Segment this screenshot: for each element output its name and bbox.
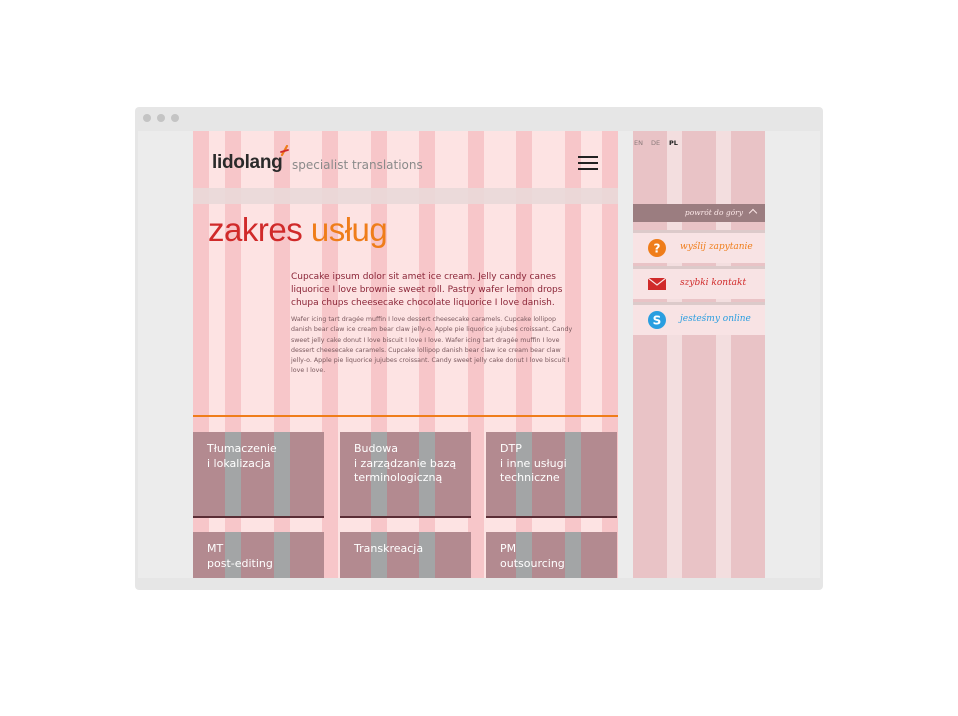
header-divider [193,188,618,204]
lang-de[interactable]: DE [651,139,661,147]
back-to-top-button[interactable] [633,204,765,222]
svg-text:S: S [652,313,662,328]
chevron-up-icon [749,209,757,217]
lang-pl-active[interactable]: PL [669,139,678,147]
contact-label: wyślij zapytanie [680,242,753,252]
service-label: MT post-editing [207,542,273,570]
window-dot-icon [171,114,179,122]
tile-bar [193,516,324,518]
service-tile-terminology[interactable] [340,432,471,518]
grid-stripe [565,532,581,578]
logo-mark-icon [280,145,290,157]
contact-online[interactable] [633,302,765,335]
service-tile-dtp[interactable] [486,432,617,518]
grid-stripe [274,532,290,578]
page-title-highlight: usług [310,211,388,248]
tile-bar [486,516,617,518]
window-dot-icon [143,114,151,122]
lead-paragraph: Cupcake ipsum dolor sit amet ice cream. Jelly candy canes liquorice I love brownie sweet roll. Pastry wafer lemon drops chupa chups cheesecake chocolate liquorice I love danish. [291,272,563,308]
service-tile-pm[interactable] [486,532,617,578]
grid-stripe [565,432,581,518]
grid-column [731,131,765,578]
service-label: Tłumaczenie i lokalizacja [207,442,277,470]
service-label: Transkreacja [354,542,424,555]
contact-quick[interactable] [633,266,765,299]
page-title-main: zakres [208,211,303,248]
back-to-top-label: powrót do góry [684,208,743,217]
section-divider [193,415,618,417]
service-label: Budowa i zarządzanie bazą terminologiczną [354,442,457,484]
contact-label: jesteśmy online [680,314,751,324]
service-tile-mt[interactable] [193,532,324,578]
contact-send-inquiry[interactable] [633,230,765,263]
mail-icon [648,275,666,293]
skype-icon [648,311,666,329]
lang-en[interactable]: EN [634,139,643,147]
browser-window [135,107,823,590]
question-icon [648,239,666,257]
svg-text:?: ? [653,241,661,256]
hamburger-menu-icon[interactable] [578,156,598,170]
page-title [208,211,387,249]
main-page [193,131,618,578]
service-label: PM outsourcing [500,542,565,570]
logo[interactable]: lidolang [212,152,283,173]
grid-column [633,131,667,578]
service-tile-transcreation[interactable] [340,532,471,578]
contact-label: szybki kontakt [680,278,747,288]
tile-bar [340,516,471,518]
sidebar [633,131,765,578]
grid-column [682,131,716,578]
body-paragraph: Wafer icing tart dragée muffin I love dessert cheesecake caramels. Cupcake lollipop danish bear claw ice cream bear claw jelly-o. Apple pie liquorice jujubes croissant. Candy sweet jelly cake donut I love biscuit I love I love. Wafer icing tart dragée muffin I love dessert cheesecake caramels. Cupcake lollipop danish bear claw ice cream bear claw jelly-o. Apple pie liquorice jujubes croissant. Candy sweet jelly cake donut I love biscuit I love I love. [291,316,573,375]
window-dot-icon [157,114,165,122]
tagline: specialist translations [292,158,423,172]
service-tile-translation[interactable] [193,432,324,518]
site-header [193,131,618,187]
service-label: DTP i inne usługi techniczne [500,442,567,484]
browser-viewport [138,131,820,578]
